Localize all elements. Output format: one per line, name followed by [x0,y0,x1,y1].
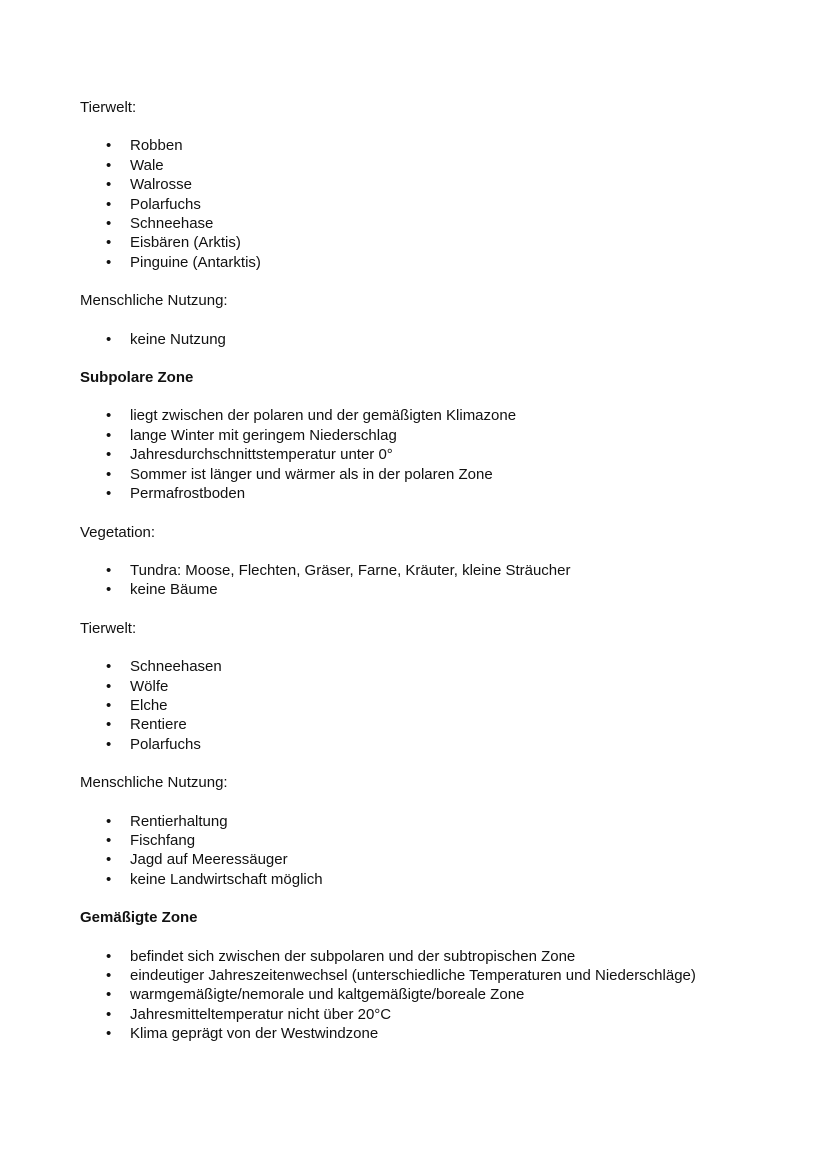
bullet-list [80,561,708,600]
list-item: • keine Landwirtschaft möglich [130,870,708,889]
list-item: • Fischfang [130,831,708,850]
list-item: • keine Nutzung [130,330,708,349]
label-paragraph: Vegetation: [80,523,156,541]
list-item: • keine Bäume [130,580,708,599]
list-item: • Robben [130,136,708,155]
list-item: • Rentierhaltung [130,812,708,831]
list-item: • Jagd auf Meeressäuger [130,850,708,869]
list-item: • Schneehasen [130,657,708,676]
section-heading: Subpolare Zone [80,369,194,387]
label-paragraph: Tierwelt: [80,99,137,116]
list-item: • Eisbären (Arktis) [130,233,708,252]
bullet-list [80,657,708,754]
list-item: • Walrosse [130,175,708,194]
list-item: • liegt zwischen der polaren und der gemäßigten Klimazone [130,406,708,425]
label-paragraph: Tierwelt: [80,619,137,637]
label-paragraph: Menschliche Nutzung: [80,292,228,310]
list-item: • Rentiere [130,715,708,734]
list-item: • Pinguine (Antarktis) [130,253,708,272]
bullet-list [80,947,708,1044]
list-item: • warmgemäßigte/nemorale und kaltgemäßigte/boreale Zone [130,985,708,1004]
list-item: • eindeutiger Jahreszeitenwechsel (unterschiedliche Temperaturen und Niederschläge) [130,966,708,985]
list-item: • Jahresdurchschnittstemperatur unter 0° [130,445,708,464]
list-item: • Permafrostboden [130,484,708,503]
list-item: • Tundra: Moose, Flechten, Gräser, Farne, Kräuter, kleine Sträucher [130,561,708,580]
list-item: • lange Winter mit geringem Niederschlag [130,426,708,445]
list-item: • Sommer ist länger und wärmer als in der polaren Zone [130,465,708,484]
list-item: • Polarfuchs [130,195,708,214]
label-paragraph: Menschliche Nutzung: [80,774,228,792]
list-item: • Polarfuchs [130,735,708,754]
list-item: • Jahresmitteltemperatur nicht über 20°C [130,1005,708,1024]
list-item: • Elche [130,696,708,715]
bullet-list [80,812,708,890]
bullet-list [80,136,708,272]
list-item: • Wölfe [130,677,708,696]
list-item: • Wale [130,156,708,175]
list-item: • befindet sich zwischen der subpolaren und der subtropischen Zone [130,947,708,966]
bullet-list [80,406,708,503]
list-item: • Klima geprägt von der Westwindzone [130,1024,708,1043]
section-heading: Gemäßigte Zone [80,909,198,927]
list-item: • Schneehase [130,214,708,233]
bullet-list [80,330,708,349]
